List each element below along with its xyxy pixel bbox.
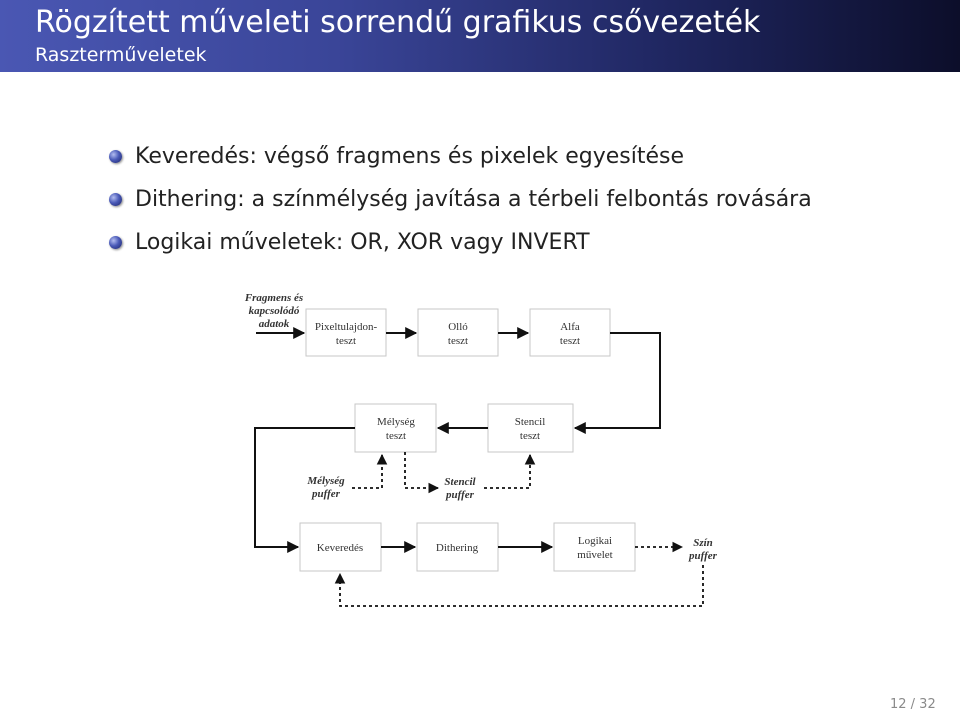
blending-label: Keveredés [316,542,364,554]
stencil-buffer-line-2: puffer [446,489,474,501]
depth-buffer-line-2: puffer [312,488,340,500]
logic-op-line-1: Logikai [577,535,613,547]
depth-buffer-line-1: Mélység [307,475,345,487]
bullet-text: Keveredés: végső fragmens és pixelek egyesítése [135,144,685,169]
depth-to-stencil-buffer-link [405,452,438,488]
depth-test-line-2: teszt [385,430,407,442]
logic-op-box [554,523,635,571]
scissor-test-box [418,309,498,356]
bullet-text: Dithering: a színmélység javítása a térbeli felbontás rovására [135,187,812,212]
stencil-buffer-line-1: Stencil [444,476,476,488]
input-label-line-2: kapcsolódó [248,305,300,317]
alpha-test-line-2: teszt [559,335,581,347]
stencil-test-line-2: teszt [519,430,541,442]
color-buffer-line-2: puffer [689,550,717,562]
blending-box [300,523,381,571]
stencil-buffer-link [484,455,530,488]
pixel-test-line-1: Pixeltulajdon- [314,321,378,333]
bullet-text: Logikai műveletek: OR, XOR vagy INVERT [135,230,590,255]
stencil-test-box [488,404,573,452]
slide-subtitle: Raszterműveletek [35,44,207,66]
logic-op-line-2: művelet [577,549,613,561]
color-buffer-line-1: Szín [693,537,713,549]
depth-buffer-link [352,455,382,488]
alpha-test-box [530,309,610,356]
page-number: 12 / 32 [890,697,936,712]
dithering-label: Dithering [435,542,479,554]
depth-test-line-1: Mélység [377,416,415,428]
scissor-test-line-1: Olló [448,321,468,333]
dithering-box [417,523,498,571]
pixel-test-line-2: teszt [335,335,357,347]
stencil-test-line-1: Stencil [514,416,546,428]
input-label-line-3: adatok [258,318,290,330]
input-label-line-1: Fragmens és [244,292,304,304]
pixel-ownership-test-box [306,309,386,356]
alpha-test-line-1: Alfa [560,321,580,333]
slide-title: Rögzített műveleti sorrendű grafikus csővezeték [35,5,761,40]
depth-test-box [355,404,436,452]
scissor-test-line-2: teszt [447,335,469,347]
color-buffer-feedback-loop [340,565,703,606]
